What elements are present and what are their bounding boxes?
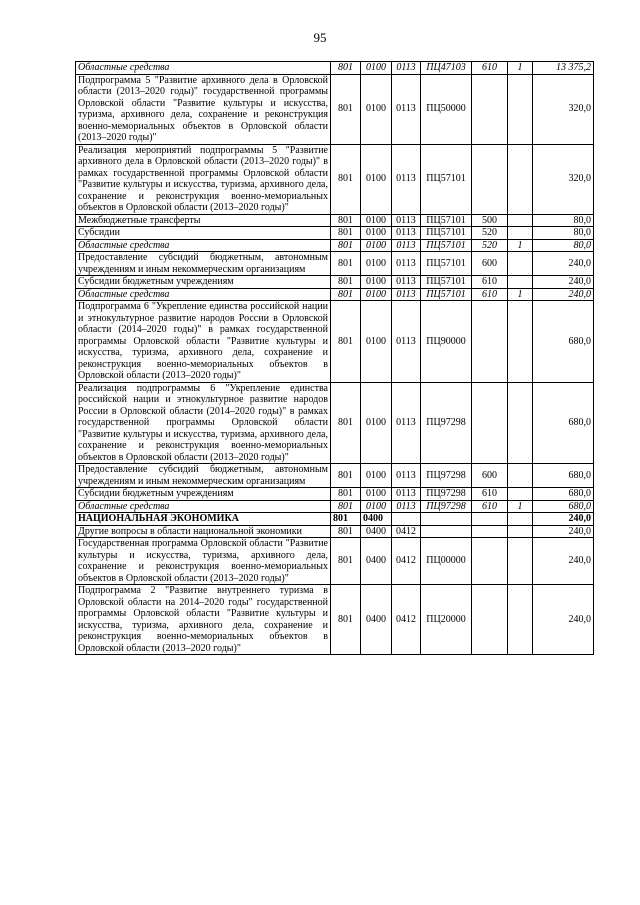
table-row [76,500,594,513]
budget-table [75,61,594,655]
code-expense-type [472,585,508,655]
row-name: Областные средства [76,62,331,75]
code-section: 0100 [361,144,392,214]
code-subsection: 0113 [392,500,421,513]
code-section: 0100 [361,252,392,276]
code-source [508,382,533,464]
code-source [508,227,533,240]
table-row [76,144,594,214]
row-name: Субсидии бюджетным учреждениям [76,488,331,501]
row-name: Областные средства [76,288,331,301]
row-name: НАЦИОНАЛЬНАЯ ЭКОНОМИКА [76,513,331,526]
code-source [508,144,533,214]
code-expense-type [472,513,508,526]
code-section: 0400 [361,525,392,538]
row-sum: 680,0 [533,488,594,501]
code-expense-type: 610 [472,276,508,289]
row-sum: 240,0 [533,276,594,289]
row-name: Предоставление субсидий бюджетным, автономным учреждениям и иным некоммерческим организациям [76,464,331,488]
row-name: Субсидии бюджетным учреждениям [76,276,331,289]
code-source [508,538,533,585]
code-section: 0100 [361,488,392,501]
code-ministry: 801 [331,525,361,538]
code-section: 0100 [361,227,392,240]
code-source [508,488,533,501]
row-name: Государственная программа Орловской области "Развитие культуры и искусства, туризма, архивного дела, сохранение и реконструкция военно-мемориальных объектов в Орловской области (2013–2020 годы)" [76,538,331,585]
code-section: 0100 [361,500,392,513]
code-ministry: 801 [331,500,361,513]
code-target: ПЦ97298 [421,488,472,501]
code-source: 1 [508,62,533,75]
code-subsection: 0113 [392,227,421,240]
code-source [508,525,533,538]
code-section: 0100 [361,276,392,289]
row-sum: 240,0 [533,585,594,655]
row-name: Субсидии [76,227,331,240]
table-row [76,301,594,383]
row-sum: 680,0 [533,464,594,488]
code-section: 0400 [361,513,392,526]
code-subsection: 0113 [392,382,421,464]
code-subsection: 0113 [392,144,421,214]
code-expense-type: 520 [472,239,508,252]
table-row [76,513,594,526]
code-expense-type: 520 [472,227,508,240]
code-subsection: 0113 [392,74,421,144]
code-source: 1 [508,288,533,301]
code-source [508,214,533,227]
row-name: Другие вопросы в области национальной экономики [76,525,331,538]
code-expense-type [472,525,508,538]
code-target: ПЦ50000 [421,74,472,144]
table-row [76,239,594,252]
table-row [76,74,594,144]
code-ministry: 801 [331,513,361,526]
code-expense-type: 600 [472,252,508,276]
code-ministry: 801 [331,288,361,301]
code-expense-type: 500 [472,214,508,227]
row-name: Подпрограмма 5 "Развитие архивного дела в Орловской области (2013–2020 годы)" государственной программы Орловской области "Развитие культуры и искусства, туризма, архивного дела, сохранение и реконструкция военно-мемориальных объектов в Орловской области (2013–2020 годы)" [76,74,331,144]
code-target: ПЦ47103 [421,62,472,75]
table-row [76,288,594,301]
code-section: 0100 [361,464,392,488]
code-section: 0400 [361,538,392,585]
page-number: 95 [313,30,327,45]
row-sum: 240,0 [533,288,594,301]
code-ministry: 801 [331,252,361,276]
code-expense-type: 610 [472,62,508,75]
code-source [508,74,533,144]
table-row [76,538,594,585]
row-sum: 240,0 [533,525,594,538]
code-expense-type: 600 [472,464,508,488]
code-section: 0100 [361,239,392,252]
code-ministry: 801 [331,488,361,501]
code-ministry: 801 [331,214,361,227]
code-expense-type [472,382,508,464]
code-target: ПЦ57101 [421,144,472,214]
row-name: Реализация подпрограммы 6 "Укрепление единства российской нации и этнокультурное развитие народов России в Орловской области (2014–2020 годы)" в рамках государственной программы Орловской области "Развитие культуры и искусства, туризма, архивного дела, сохранение и реконструкция военно-мемориальных объектов в Орловской области (2013–2020 годы)" [76,382,331,464]
table-body [76,62,594,655]
code-expense-type [472,74,508,144]
code-subsection: 0113 [392,239,421,252]
code-ministry: 801 [331,464,361,488]
code-source: 1 [508,239,533,252]
row-sum: 680,0 [533,301,594,383]
table-row [76,382,594,464]
row-name: Подпрограмма 2 "Развитие внутреннего туризма в Орловской области на 2014–2020 годы" государственной программы Орловской области "Развитие культуры и искусства, туризма, архивного дела, сохранение и реконструкция военно-мемориальных объектов в Орловской области (2013–2020 годы)" [76,585,331,655]
row-name: Областные средства [76,500,331,513]
code-target: ПЦ57101 [421,288,472,301]
code-target: ПЦ97298 [421,464,472,488]
row-sum: 240,0 [533,538,594,585]
code-source [508,585,533,655]
code-section: 0100 [361,288,392,301]
code-source [508,464,533,488]
code-expense-type [472,144,508,214]
code-ministry: 801 [331,276,361,289]
code-section: 0100 [361,62,392,75]
row-name: Областные средства [76,239,331,252]
code-target: ПЦ97298 [421,500,472,513]
row-name: Межбюджетные трансферты [76,214,331,227]
code-target: ПЦ90000 [421,301,472,383]
code-ministry: 801 [331,62,361,75]
code-subsection [392,513,421,526]
row-sum: 240,0 [533,252,594,276]
code-target: ПЦ57101 [421,276,472,289]
code-expense-type: 610 [472,488,508,501]
table-row [76,464,594,488]
code-ministry: 801 [331,382,361,464]
table-row [76,227,594,240]
code-subsection: 0113 [392,301,421,383]
code-target: ПЦ57101 [421,227,472,240]
row-name: Реализация мероприятий подпрограммы 5 "Развитие архивного дела в Орловской области (2013–2020 годы)" в рамках государственной программы Орловской области "Развитие культуры и искусства, туризма, архивного дела, сохранение и реконструкция военно-мемориальных объектов в Орловской области (2013–2020 годы)" [76,144,331,214]
code-ministry: 801 [331,239,361,252]
code-target: ПЦ57101 [421,239,472,252]
code-subsection: 0113 [392,288,421,301]
code-subsection: 0412 [392,538,421,585]
code-target: ПЦ00000 [421,538,472,585]
code-source [508,252,533,276]
code-source [508,276,533,289]
code-section: 0100 [361,301,392,383]
table-row [76,62,594,75]
code-target: ПЦ97298 [421,382,472,464]
row-name: Предоставление субсидий бюджетным, автономным учреждениям и иным некоммерческим организациям [76,252,331,276]
code-ministry: 801 [331,227,361,240]
row-sum: 320,0 [533,74,594,144]
code-target: ПЦ20000 [421,585,472,655]
code-source: 1 [508,500,533,513]
code-ministry: 801 [331,301,361,383]
table-row [76,585,594,655]
code-subsection: 0113 [392,488,421,501]
table-row [76,276,594,289]
code-section: 0100 [361,214,392,227]
code-ministry: 801 [331,585,361,655]
code-section: 0400 [361,585,392,655]
code-section: 0100 [361,74,392,144]
row-sum: 80,0 [533,239,594,252]
row-sum: 320,0 [533,144,594,214]
table-row [76,214,594,227]
code-subsection: 0113 [392,464,421,488]
code-target [421,525,472,538]
code-section: 0100 [361,382,392,464]
row-sum: 80,0 [533,227,594,240]
code-target: ПЦ57101 [421,252,472,276]
code-expense-type [472,301,508,383]
code-expense-type: 610 [472,500,508,513]
row-sum: 240,0 [533,513,594,526]
code-ministry: 801 [331,74,361,144]
row-name: Подпрограмма 6 "Укрепление единства российской нации и этнокультурное развитие народов России в Орловской области (2014–2020 годы)" в рамках государственной программы Орловской области "Развитие культуры и искусства, туризма, архивного дела, сохранение и реконструкция военно-мемориальных объектов в Орловской области (2013–2020 годы)" [76,301,331,383]
code-source [508,301,533,383]
row-sum: 13 375,2 [533,62,594,75]
code-subsection: 0113 [392,252,421,276]
code-subsection: 0412 [392,585,421,655]
row-sum: 80,0 [533,214,594,227]
code-expense-type [472,538,508,585]
code-expense-type: 610 [472,288,508,301]
code-source [508,513,533,526]
code-subsection: 0113 [392,214,421,227]
table-row [76,488,594,501]
row-sum: 680,0 [533,382,594,464]
code-subsection: 0113 [392,276,421,289]
code-subsection: 0412 [392,525,421,538]
table-row [76,525,594,538]
table-row [76,252,594,276]
code-target [421,513,472,526]
code-subsection: 0113 [392,62,421,75]
row-sum: 680,0 [533,500,594,513]
code-target: ПЦ57101 [421,214,472,227]
code-ministry: 801 [331,538,361,585]
code-ministry: 801 [331,144,361,214]
